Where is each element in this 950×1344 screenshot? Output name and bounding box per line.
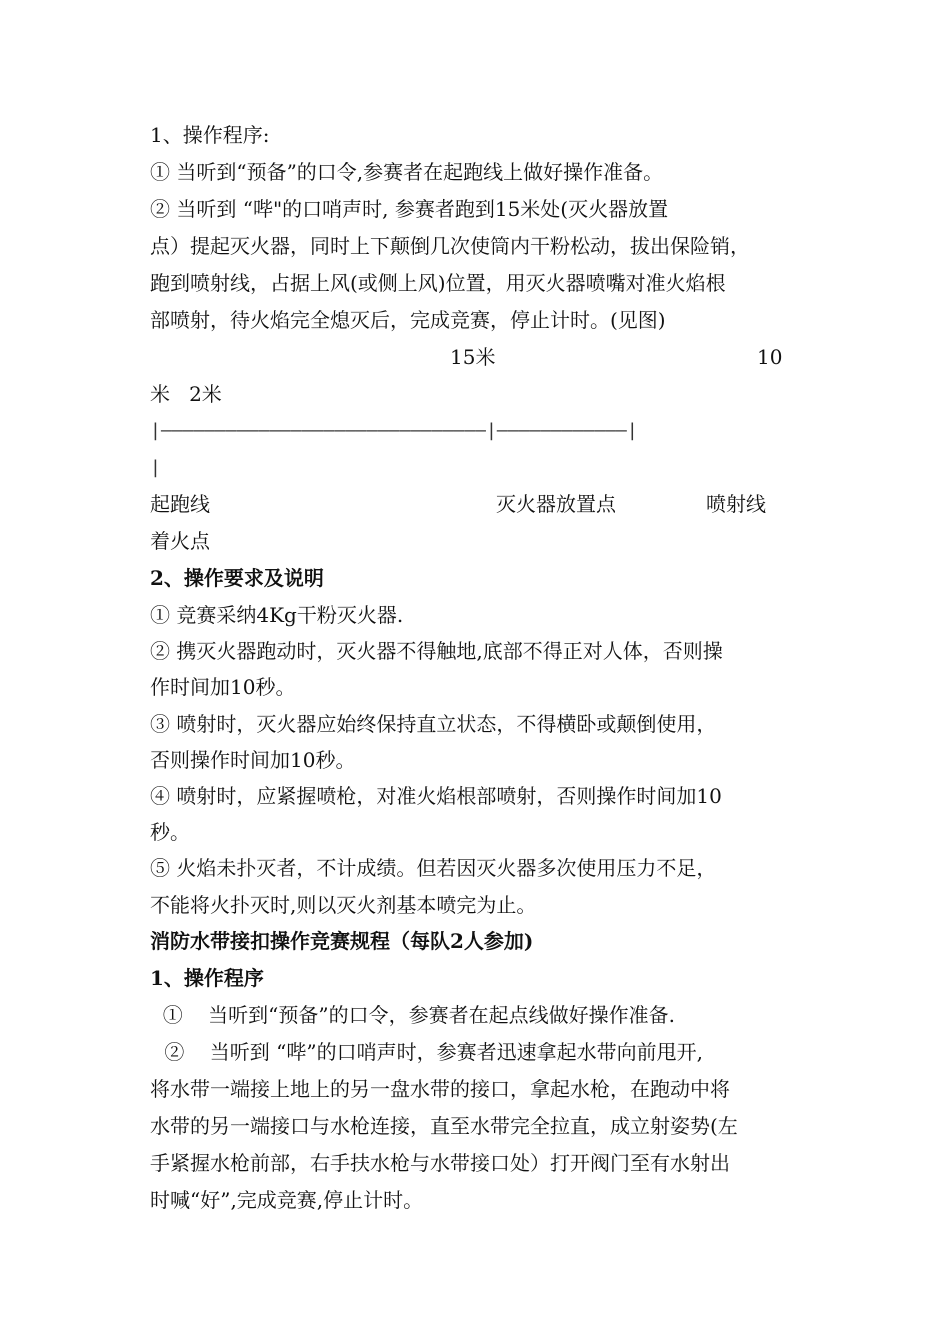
paragraph-line: 秒。	[150, 820, 190, 844]
paragraph-line: 不能将火扑灭时,则以灭火剂基本喷完为止。	[150, 893, 537, 917]
distance-label-15m: 15米	[450, 345, 496, 369]
label-fire-point: 着火点	[150, 529, 210, 553]
paragraph-line: ② 当听到 “哔"的口哨声时, 参赛者跑到15米处(灭火器放置	[150, 197, 669, 221]
paragraph-line: ① 当听到“预备”的口令,参赛者在起跑线上做好操作准备。	[150, 160, 664, 184]
paragraph-line: ① 竞赛采纳4Kg干粉灭火器.	[150, 603, 404, 627]
section-3-subtitle: 1、操作程序	[150, 966, 264, 990]
paragraph-line: 跑到喷射线，占据上风(或侧上风)位置，用灭火器喷嘴对准火焰根	[150, 271, 726, 295]
section-2-title: 2、操作要求及说明	[150, 566, 324, 590]
label-extinguisher-point: 灭火器放置点	[496, 492, 616, 516]
paragraph-line: 点）提起灭火器，同时上下颠倒几次使筒内干粉松动，拔出保险销，	[150, 234, 750, 258]
diagram-line-end: |	[150, 457, 161, 478]
paragraph-line: ⑤ 火焰未扑灭者，不计成绩。但若因灭火器多次使用压力不足，	[150, 856, 717, 880]
paragraph-line: 手紧握水枪前部，右手扶水枪与水带接口处）打开阀门至有水射出	[150, 1151, 730, 1175]
paragraph-line: 作时间加10秒。	[150, 675, 296, 699]
label-spray-line: 喷射线	[706, 492, 766, 516]
paragraph-line: ② 当听到 “哔”的口哨声时，参赛者迅速拿起水带向前甩开,	[158, 1040, 703, 1064]
paragraph-line: 时喊“好”,完成竞赛,停止计时。	[150, 1188, 424, 1212]
paragraph-line: ② 携灭火器跑动时，灭火器不得触地,底部不得正对人体，否则操	[150, 639, 723, 663]
paragraph-line: 否则操作时间加10秒。	[150, 748, 356, 772]
paragraph-line: 水带的另一端接口与水枪连接，直至水带完全拉直，成立射姿势(左	[150, 1114, 738, 1138]
distance-label-2m: 米 2米	[150, 382, 222, 406]
section-1-title: 1、操作程序:	[150, 123, 270, 147]
label-start-line: 起跑线	[150, 492, 210, 516]
diagram-line: |——————————————————————————————|————————————|	[150, 420, 638, 441]
paragraph-line: 部喷射，待火焰完全熄灭后，完成竞赛，停止计时。(见图)	[150, 308, 666, 332]
paragraph-line: ③ 喷射时，灭火器应始终保持直立状态，不得横卧或颠倒使用，	[150, 712, 717, 736]
paragraph-line: ① 当听到“预备”的口令，参赛者在起点线做好操作准备.	[150, 1003, 675, 1027]
paragraph-line: ④ 喷射时，应紧握喷枪，对准火焰根部喷射，否则操作时间加10	[150, 784, 722, 808]
paragraph-line: 将水带一端接上地上的另一盘水带的接口，拿起水枪，在跑动中将	[150, 1077, 730, 1101]
distance-label-10: 10	[757, 345, 783, 369]
section-3-title: 消防水带接扣操作竞赛规程（每队2人参加)	[150, 929, 534, 953]
